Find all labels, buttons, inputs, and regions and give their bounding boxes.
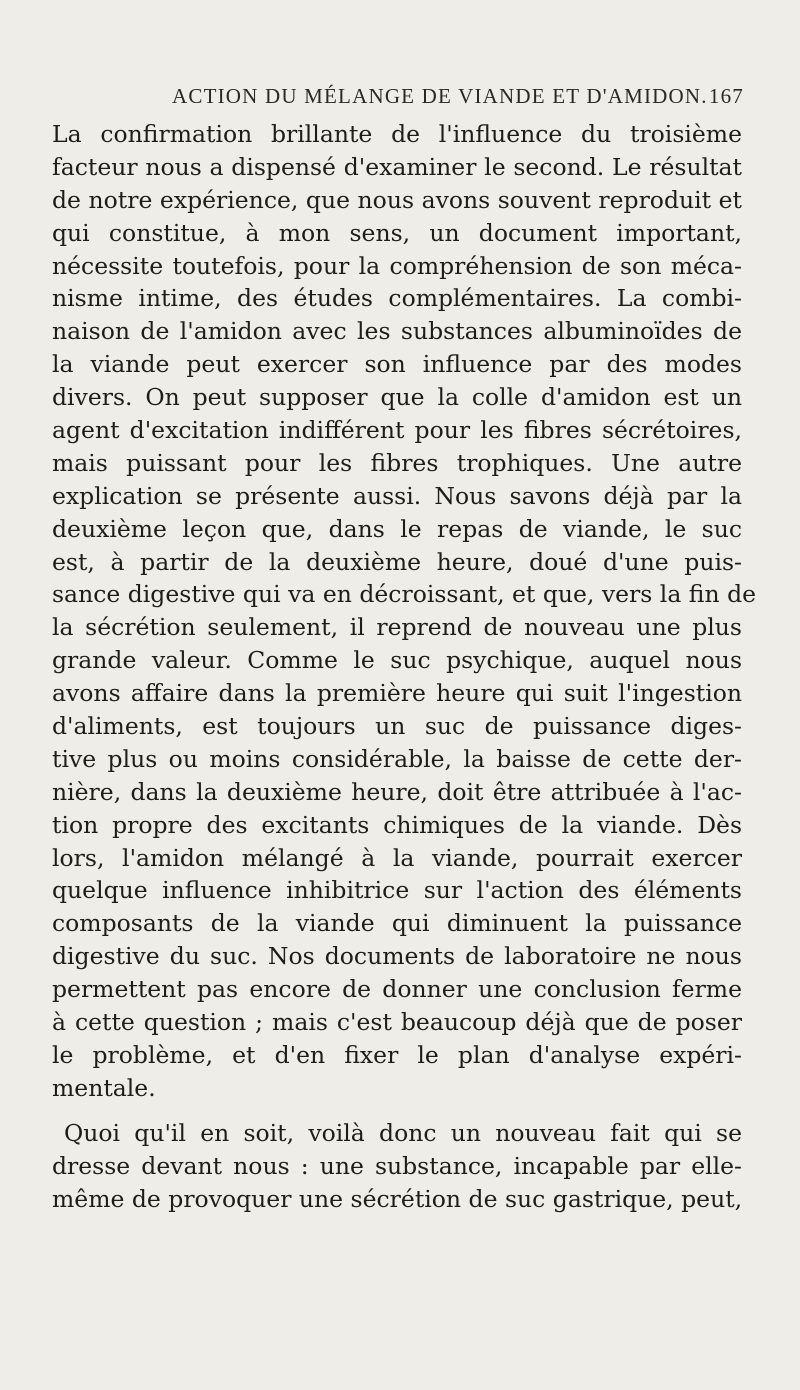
text-line: deuxième leçon que, dans le repas de viande, le suc (52, 514, 742, 543)
text-line: digestive du suc. Nos documents de laboratoire ne nous (52, 942, 742, 971)
text-line: mais puissant pour les fibres trophiques. Une autre (52, 448, 742, 477)
text-line: dresse devant nous : une substance, incapable par elle- (52, 1151, 742, 1180)
text-line: est, à partir de la deuxième heure, doué d'une puis- (52, 547, 742, 576)
text-line: naison de l'amidon avec les substances albuminoïdes de (52, 317, 742, 346)
text-line: avons affaire dans la première heure qui suit l'ingestion (52, 679, 742, 708)
text-line: tion propre des excitants chimiques de la viande. Dès (52, 810, 742, 839)
text-line: facteur nous a dispensé d'examiner le second. Le résultat (52, 152, 742, 181)
text-line: même de provoquer une sécrétion de suc gastrique, peut, (52, 1184, 743, 1213)
text-line: permettent pas encore de donner une conclusion ferme (52, 975, 742, 1004)
text-line: quelque influence inhibitrice sur l'action des éléments (52, 876, 742, 905)
text-line: sance digestive qui va en décroissant, et que, vers la fin de (52, 580, 757, 609)
text-line: composants de la viande qui diminuent la puissance (52, 909, 742, 938)
text-line: à cette question ; mais c'est beaucoup déjà que de poser (52, 1008, 742, 1037)
text-line: grande valeur. Comme le suc psychique, auquel nous (52, 646, 742, 675)
text-line: agent d'excitation indifférent pour les fibres sécrétoires, (52, 416, 742, 445)
text-line: qui constitue, à mon sens, un document important, (52, 218, 742, 247)
text-line: explication se présente aussi. Nous savons déjà par la (52, 481, 742, 510)
text-line: Quoi qu'il en soit, voilà donc un nouveau fait qui se (64, 1118, 742, 1147)
text-line: nière, dans la deuxième heure, doit être attribuée à l'ac- (52, 777, 742, 806)
paragraph-1 (52, 118, 757, 1105)
text-line: la sécrétion seulement, il reprend de nouveau une plus (52, 613, 742, 642)
text-line: La confirmation brillante de l'influence du troisième (52, 120, 742, 148)
text-line: d'aliments, est toujours un suc de puissance diges- (52, 712, 742, 741)
text-line: nécessite toutefois, pour la compréhension de son méca- (52, 251, 742, 280)
text-line: divers. On peut supposer que la colle d'amidon est un (52, 383, 742, 412)
page-number: 167 (708, 84, 744, 108)
text-line: tive plus ou moins considérable, la baisse de cette der- (52, 744, 742, 773)
body-text (52, 118, 757, 1215)
text-line: nisme intime, des études complémentaires. La combi- (52, 284, 742, 313)
text-line: la viande peut exercer son influence par des modes (52, 350, 742, 379)
text-line: de notre expérience, que nous avons souvent reproduit et (52, 185, 742, 214)
text-line: le problème, et d'en fixer le plan d'analyse expéri- (52, 1040, 742, 1069)
paragraph-2 (52, 1117, 742, 1216)
text-line: mentale. (52, 1073, 156, 1102)
chapter-title: ACTION DU MÉLANGE DE VIANDE ET D'AMIDON. (172, 84, 708, 108)
running-header (172, 84, 744, 112)
text-line: lors, l'amidon mélangé à la viande, pourrait exercer (52, 843, 742, 872)
